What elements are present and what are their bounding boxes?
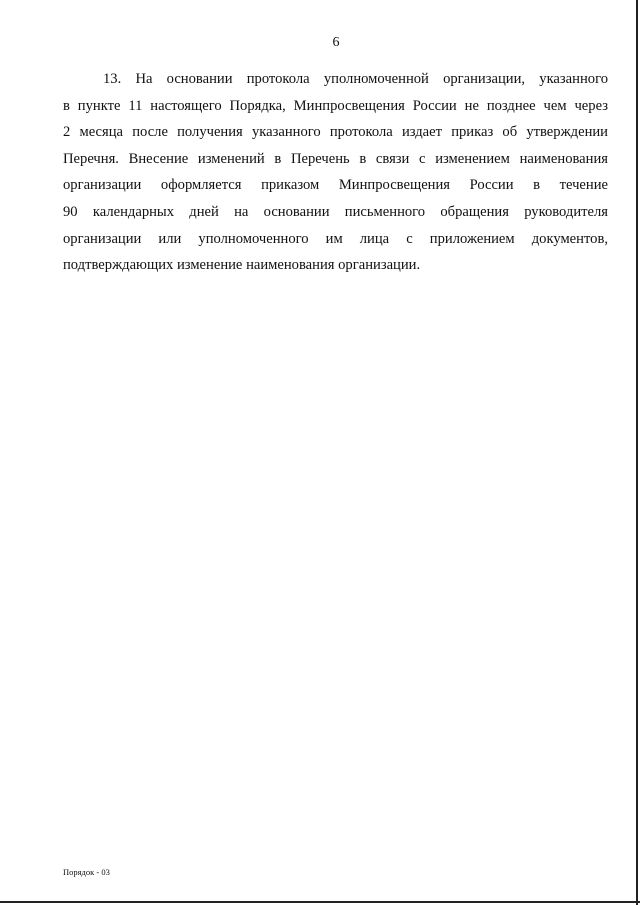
paragraph-line: организации или уполномоченного им лица с приложением документов, bbox=[63, 230, 608, 247]
footer-code: Порядок - 03 bbox=[63, 867, 110, 877]
paragraph-line: Перечня. Внесение изменений в Перечень в связи с изменением наименования bbox=[63, 150, 608, 167]
paragraph-line: подтверждающих изменение наименования организации. bbox=[63, 257, 421, 274]
paragraph-line: 13. На основании протокола уполномоченной организации, указанного bbox=[103, 71, 608, 87]
paragraph-13 bbox=[63, 66, 608, 279]
page-number: 6 bbox=[332, 35, 340, 50]
paragraph-line: 2 месяца после получения указанного протокола издает приказ об утверждении bbox=[63, 124, 608, 141]
paragraph-line: в пункте 11 настоящего Порядка, Минпросвещения России не позднее чем через bbox=[63, 97, 608, 114]
paragraph-line: 90 календарных дней на основании письменного обращения руководителя bbox=[63, 203, 608, 220]
scan-edge-bottom bbox=[0, 901, 640, 903]
scan-edge-right bbox=[636, 0, 638, 905]
paragraph-line: организации оформляется приказом Минпросвещения России в течение bbox=[63, 177, 608, 194]
